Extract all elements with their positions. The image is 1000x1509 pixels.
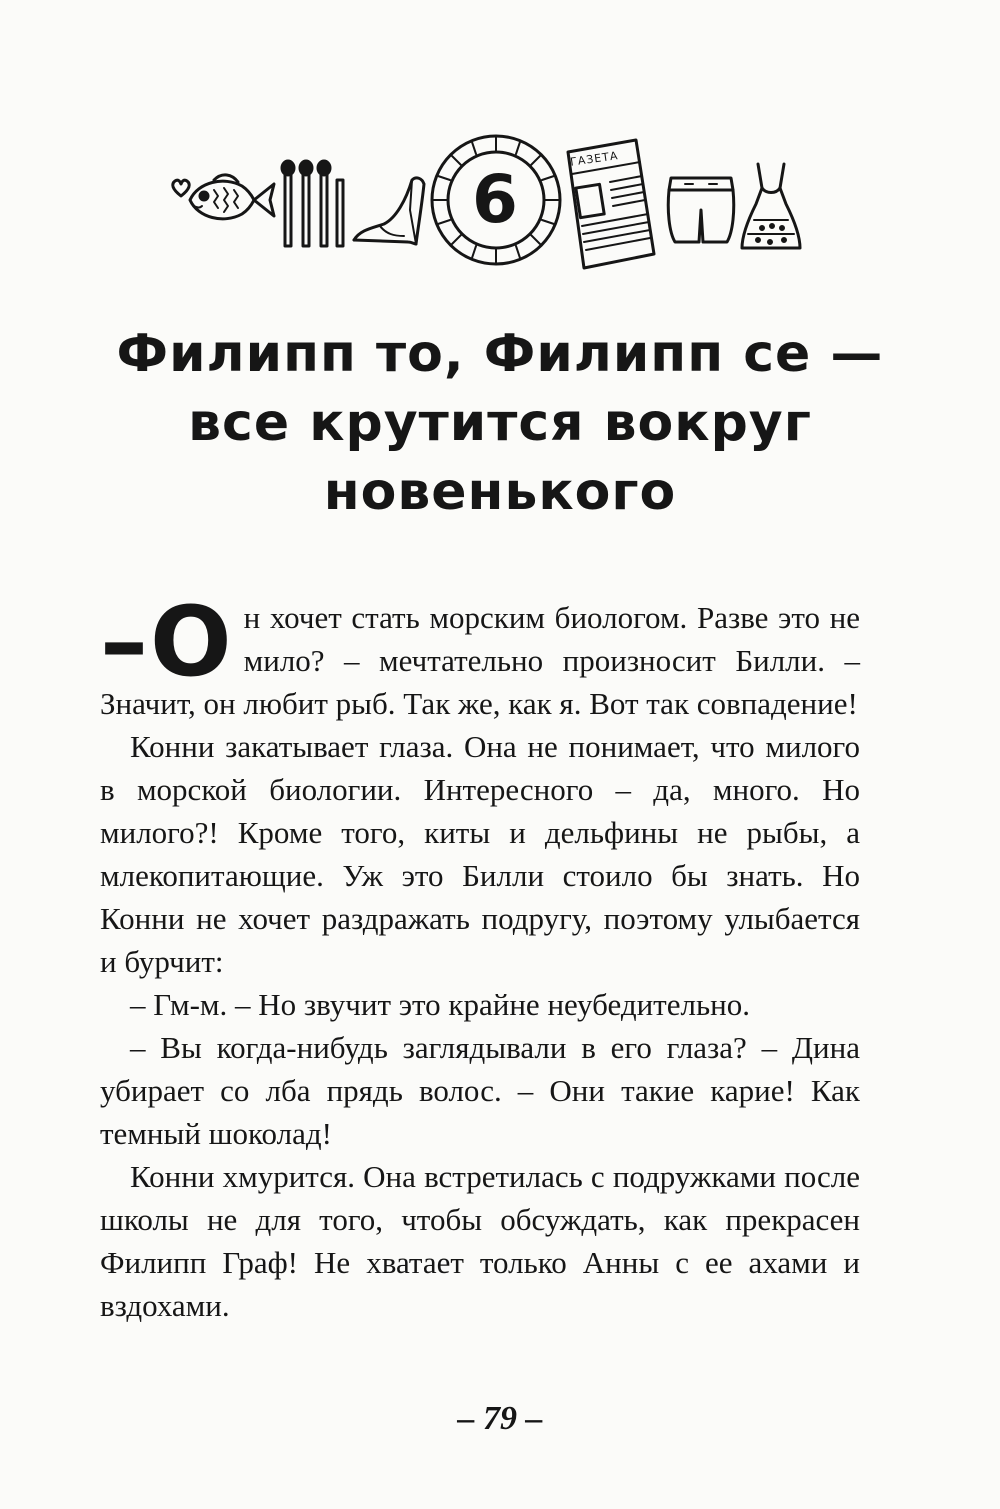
shorts-icon: [665, 170, 737, 246]
chapter-title-line-3: новенького: [323, 462, 677, 522]
page-number: – 79 –: [457, 1400, 543, 1437]
paragraph-4: – Вы когда-нибудь заглядывали в его глаза? – Дина убирает со лба прядь волос. – Они такие карие! Как темный шоколад!: [100, 1030, 860, 1151]
paragraph-3: – Гм-м. – Но звучит это крайне неубедительно.: [130, 987, 750, 1022]
high-heel-shoe-icon: [350, 170, 430, 250]
fish-icon: [184, 170, 276, 232]
paragraph-5: Конни хмурится. Она встретилась с подружками после школы не для того, чтобы обсуждать, как прекрасен Филипп Граф! Не хватает только Анны с ее ахами и вздохами.: [100, 1159, 860, 1323]
newspaper-label: ГАЗЕТА: [569, 149, 620, 169]
chapter-title: [60, 320, 940, 527]
paragraph-1: [100, 586, 860, 725]
matches-icon: [280, 160, 350, 250]
paragraph-2: Конни закатывает глаза. Она не понимает, что милого в морской биологии. Интересного – да, много. Но милого?! Кроме того, киты и дельфины не рыбы, а млекопитающие. Уж это Билли стоило бы знать. Но Конни не хочет раздражать подругу, поэтому улыбается и бурчит:: [100, 729, 860, 979]
dress-icon: [740, 160, 802, 254]
chapter-number: 6: [472, 161, 518, 238]
chapter-ornament: [170, 130, 800, 280]
chapter-body: [100, 586, 860, 1327]
chapter-title-line-2: все крутится вокруг: [188, 393, 812, 453]
chapter-title-line-1: Филипп то, Филипп се —: [116, 324, 884, 384]
paragraph-1-text: н хочет стать морским биологом. Разве это не мило? – мечтательно произносит Билли. – Значит, он любит рыб. Так же, как я. Вот так совпадение!: [100, 600, 860, 721]
drop-cap: –О: [100, 586, 234, 698]
